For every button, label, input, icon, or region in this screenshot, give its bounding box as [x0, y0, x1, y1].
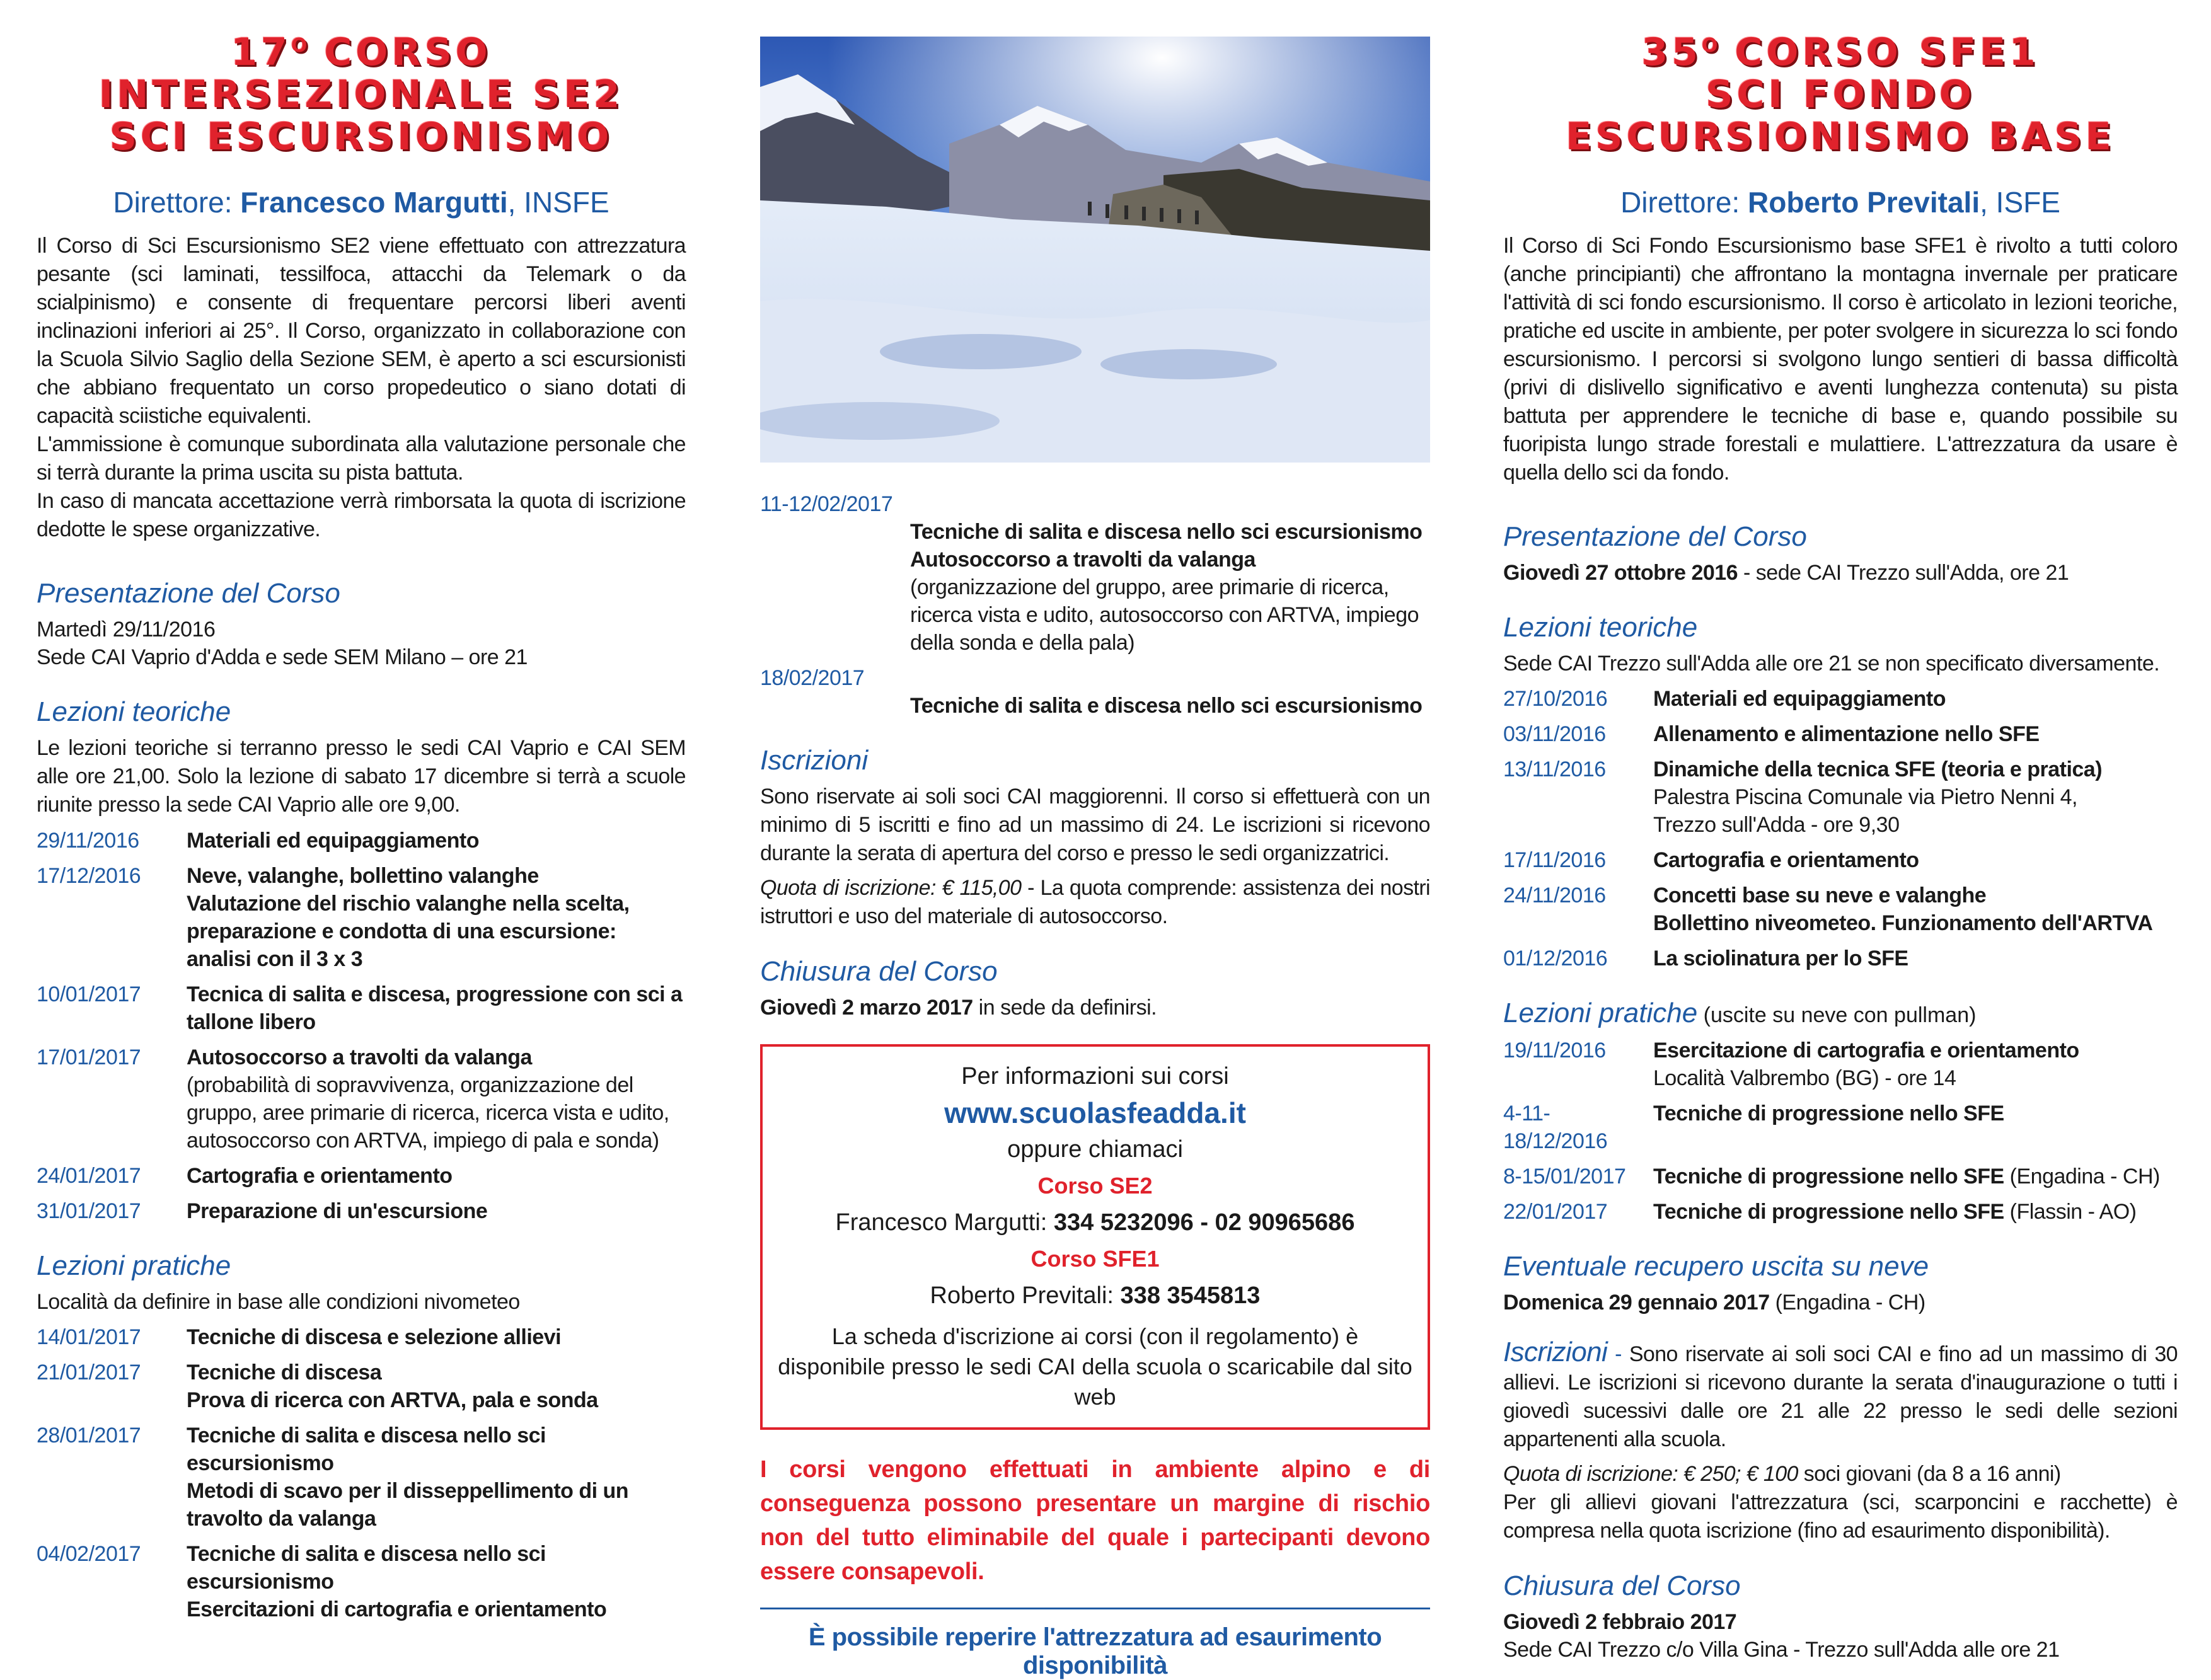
- schedule-date: 4-11-18/12/2016: [1503, 1101, 1608, 1153]
- schedule-content: [187, 1422, 686, 1533]
- right-presentation: [1503, 559, 2178, 587]
- schedule-row: [760, 490, 1430, 657]
- schedule-row: [37, 862, 686, 973]
- left-ordinal: O: [291, 35, 308, 57]
- schedule-content: [187, 827, 686, 854]
- info-heading: Per informazioni sui corsi: [961, 1063, 1229, 1090]
- schedule-date: 13/11/2016: [1503, 757, 1606, 781]
- schedule-content: [187, 1359, 686, 1414]
- director-label: Direttore:: [1620, 185, 1740, 219]
- mountain-skiers-image: [760, 37, 1430, 463]
- schedule-title: Materiali ed equipaggiamento: [187, 828, 479, 853]
- schedule-content: [760, 692, 1430, 720]
- right-recovery-place: (Engadina - CH): [1769, 1290, 1925, 1315]
- middle-closing: [760, 994, 1430, 1021]
- schedule-row: [1503, 945, 2178, 972]
- left-title-text: CORSO INTERSEZIONALE SE2: [98, 30, 624, 117]
- right-fee: [1503, 1460, 2178, 1488]
- schedule-title: Concetti base su neve e valanghe Bollettino niveometeo. Funzionamento dell'ARTVA: [1653, 883, 2153, 935]
- se2-contact-label: Corso SE2: [1037, 1173, 1153, 1199]
- schedule-date: 10/01/2017: [37, 982, 141, 1006]
- schedule-date: 24/11/2016: [1503, 883, 1606, 907]
- schedule-date: 31/01/2017: [37, 1199, 141, 1223]
- schedule-content: [1653, 1163, 2178, 1190]
- schedule-title: Esercitazione di cartografia e orientamento: [1653, 1038, 2079, 1062]
- left-practice-schedule: [37, 1323, 686, 1623]
- right-closing-date: Giovedì 2 febbraio 2017: [1503, 1609, 1737, 1634]
- left-theory-intro: Le lezioni teoriche si terranno presso le sedi CAI Vaprio e CAI SEM alle ore 21,00. Solo la lezione di sabato 17 dicembre si terrà a scuole riunite presso la sede CAI Vaprio alle ore 9,00.: [37, 735, 686, 817]
- schedule-row: [37, 1162, 686, 1190]
- right-director: [1503, 185, 2178, 219]
- left-course-number: 17: [231, 30, 291, 74]
- right-practice-heading: [1503, 998, 2178, 1029]
- schedule-date: 14/01/2017: [37, 1325, 141, 1349]
- risk-warning: I corsi vengono effettuati in ambiente alpino e di conseguenza possono presentare un margine di rischio non del tutto eliminabile del quale i partecipanti devono essere consapevoli.: [760, 1456, 1430, 1585]
- middle-fee-amount: Quota di iscrizione: € 115,00: [760, 876, 1022, 900]
- right-fee-youth: soci giovani (da 8 a 16 anni): [1798, 1461, 2061, 1486]
- left-intro-2: L'ammissione è comunque subordinata alla valutazione personale che si terrà durante la prima uscita su pista battuta.: [37, 432, 686, 485]
- schedule-content: [187, 981, 686, 1036]
- schedule-row: [760, 664, 1430, 720]
- director-name: Francesco Margutti: [240, 185, 508, 219]
- right-registration-heading: Iscrizioni: [1503, 1336, 1608, 1367]
- right-recovery-heading: Eventuale recupero uscita su neve: [1503, 1250, 1929, 1282]
- schedule-note: Palestra Piscina Comunale via Pietro Nenni 4, Trezzo sull'Adda - ore 9,30: [1653, 785, 2077, 837]
- schedule-note: (Flassin - AO): [2004, 1199, 2137, 1224]
- right-presentation-heading: Presentazione del Corso: [1503, 521, 1807, 552]
- left-presentation-heading: Presentazione del Corso: [37, 577, 340, 609]
- sfe1-contact: [775, 1277, 1415, 1314]
- schedule-row: [1503, 1198, 2178, 1226]
- director-title: , INSFE: [507, 185, 609, 219]
- schedule-date: 8-15/01/2017: [1503, 1164, 1626, 1188]
- schedule-title: Autosoccorso a travolti da valanga: [187, 1045, 532, 1069]
- right-presentation-place: - sede CAI Trezzo sull'Adda, ore 21: [1738, 560, 2069, 585]
- schedule-row: [37, 1323, 686, 1351]
- left-title-line2: SCI ESCURSIONISMO: [109, 115, 613, 159]
- right-theory-intro: Sede CAI Trezzo sull'Adda alle ore 21 se non specificato diversamente.: [1503, 651, 2160, 676]
- right-presentation-date: Giovedì 27 ottobre 2016: [1503, 560, 1738, 585]
- left-theory-heading: Lezioni teoriche: [37, 696, 231, 727]
- schedule-content: [187, 862, 686, 973]
- left-intro-1: Il Corso di Sci Escursionismo SE2 viene effettuato con attrezzatura pesante (sci laminati, tessilfoca, attacchi da Telemark o da scialpinismo) e consente di frequentare percorsi liberi aventi inclinazioni inferiori ai 25°. Il Corso, organizzato in collaborazione con la Scuola Silvio Saglio della Sezione SEM, è aperto a sci escursionisti che abbiano frequentato un corso propedeutico o siano dotati di capacità sciistiche equivalenti.: [37, 233, 686, 428]
- schedule-title: Tecniche di discesa e selezione allievi: [187, 1325, 562, 1349]
- info-box: [760, 1044, 1430, 1430]
- schedule-date: 17/12/2016: [37, 863, 141, 888]
- se2-contact: [775, 1204, 1415, 1241]
- schedule-date: 19/11/2016: [1503, 1038, 1606, 1062]
- schedule-title: Materiali ed equipaggiamento: [1653, 686, 1946, 711]
- schedule-date: 03/11/2016: [1503, 722, 1606, 746]
- sfe1-contact-name: Roberto Previtali:: [930, 1282, 1121, 1309]
- schedule-note: (organizzazione del gruppo, aree primarie di ricerca, ricerca vista e udito, autosoccorso con ARTVA, impiego della sonda e della pala): [910, 575, 1419, 655]
- sfe1-contact-label: Corso SFE1: [1030, 1246, 1160, 1272]
- schedule-date: 17/11/2016: [1503, 848, 1606, 872]
- schedule-date: 27/10/2016: [1503, 686, 1608, 711]
- schedule-date: 04/02/2017: [37, 1541, 141, 1566]
- middle-registration-heading: Iscrizioni: [760, 745, 869, 776]
- schedule-title: La sciolinatura per lo SFE: [1653, 946, 1908, 970]
- left-presentation-place: Sede CAI Vaprio d'Adda e sede SEM Milano – ore 21: [37, 645, 528, 669]
- middle-closing-heading: Chiusura del Corso: [760, 956, 998, 987]
- right-course-number: 35: [1641, 30, 1702, 74]
- call-us-text: oppure chiamaci: [1007, 1136, 1183, 1163]
- schedule-date: 17/01/2017: [37, 1045, 141, 1069]
- schedule-content: [187, 1162, 686, 1190]
- schedule-row: [37, 1540, 686, 1623]
- right-intro: Il Corso di Sci Fondo Escursionismo base SFE1 è rivolto a tutti coloro (anche principianti) che affrontano la montagna invernale per praticare l'attività di sci fondo escursionismo. Il corso è articolato in lezioni teoriche, pratiche ed uscite in ambiente, per poter svolgere in sicurezza lo sci fondo escursionismo. I percorsi si svolgono lungo sentieri di bassa difficoltà (privi di dislivello significativo e aventi lunghezza contenuta) su pista battuta per apprendere le tecniche di base e, quando possibile su fuoripista lungo strade forestali e mulattiere. L'attrezzatura da usare è quella dello sci da fondo.: [1503, 233, 2178, 485]
- right-registration-dash: -: [1607, 1342, 1629, 1366]
- right-title-line1: [1503, 32, 2178, 74]
- right-column: [1503, 0, 2178, 1664]
- left-title-line1: [37, 32, 686, 116]
- schedule-content: [1653, 720, 2178, 748]
- right-closing-heading: Chiusura del Corso: [1503, 1570, 1741, 1601]
- sfe1-phone[interactable]: 338 3545813: [1120, 1282, 1261, 1309]
- schedule-date: 28/01/2017: [37, 1423, 141, 1447]
- right-ordinal: O: [1701, 35, 1718, 57]
- middle-schedule: [760, 490, 1430, 720]
- schedule-title: Tecniche di progressione nello SFE: [1653, 1101, 2004, 1125]
- schedule-content: [1653, 945, 2178, 972]
- schedule-content: [1653, 846, 2178, 874]
- left-column: [37, 0, 686, 1623]
- schedule-title: Dinamiche della tecnica SFE (teoria e pratica): [1653, 757, 2103, 781]
- left-intro-3: In caso di mancata accettazione verrà rimborsata la quota di iscrizione dedotte le spese organizzative.: [37, 488, 686, 541]
- schedule-date: 01/12/2016: [1503, 946, 1608, 970]
- schedule-row: [1503, 1100, 2178, 1155]
- left-theory-schedule: [37, 827, 686, 1225]
- schedule-date: 22/01/2017: [1503, 1199, 1608, 1224]
- right-recovery-date: Domenica 29 gennaio 2017: [1503, 1290, 1770, 1315]
- schedule-date: 29/11/2016: [37, 828, 139, 853]
- right-title-text: CORSO SFE1: [1735, 30, 2040, 74]
- schedule-content: [1653, 756, 2178, 839]
- schedule-row: [37, 827, 686, 854]
- right-registration-text: Sono riservate ai soli soci CAI e fino ad un massimo di 30 allievi. Le iscrizioni si ricevono durante la serata d'inaugurazione o tutti i giovedì sucessivi dalle ore 21 alle 22 presso le sedi delle sezioni appartenenti alla scuola.: [1503, 1342, 2178, 1451]
- schedule-title: Neve, valanghe, bollettino valanghe Valutazione del rischio valanghe nella scelta, preparazione e condotta di una escursione: analisi con il 3 x 3: [187, 863, 630, 971]
- schedule-title: Allenamento e alimentazione nello SFE: [1653, 722, 2040, 746]
- se2-phone[interactable]: 334 5232096 - 02 90965686: [1053, 1209, 1355, 1236]
- schedule-date: 11-12/02/2017: [760, 492, 893, 516]
- schedule-content: [1653, 1100, 2178, 1155]
- schedule-date: 24/01/2017: [37, 1163, 141, 1188]
- schedule-title: Preparazione di un'escursione: [187, 1199, 488, 1223]
- schedule-title: Tecniche di discesa Prova di ricerca con ARTVA, pala e sonda: [187, 1360, 598, 1412]
- equipment-note: È possibile reperire l'attrezzatura ad esaurimento disponibilità: [808, 1623, 1382, 1679]
- schedule-row: [1503, 1163, 2178, 1190]
- right-fee-note: Per gli allievi giovani l'attrezzatura (sci, scarponcini e racchette) è compresa nella quota iscrizione (fino ad esaurimento disponibilità).: [1503, 1490, 2178, 1543]
- schedule-content: [187, 1540, 686, 1623]
- middle-fee: [760, 874, 1430, 931]
- schedule-row: [1503, 756, 2178, 839]
- schedule-row: [37, 1422, 686, 1533]
- left-presentation-date: Martedì 29/11/2016: [37, 617, 216, 642]
- middle-column: [760, 483, 1430, 1680]
- right-closing-place: Sede CAI Trezzo c/o Villa Gina - Trezzo sull'Adda alle ore 21: [1503, 1637, 2060, 1662]
- middle-closing-date: Giovedì 2 marzo 2017: [760, 996, 973, 1020]
- schedule-title: Tecniche di salita e discesa nello sci escursionismo Esercitazioni di cartografia e orientamento: [187, 1541, 607, 1621]
- schedule-content: [187, 1044, 686, 1154]
- schedule-row: [1503, 685, 2178, 713]
- right-practice-schedule: [1503, 1037, 2178, 1226]
- schedule-row: [37, 981, 686, 1036]
- se2-contact-name: Francesco Margutti:: [835, 1209, 1054, 1236]
- right-registration: [1503, 1338, 2178, 1454]
- divider: [760, 1608, 1430, 1609]
- schedule-title: Cartografia e orientamento: [187, 1163, 453, 1188]
- schedule-title: Tecniche di progressione nello SFE: [1653, 1199, 2004, 1224]
- snow-landscape-photo: [760, 37, 1430, 463]
- registration-form-note: La scheda d'iscrizione ai corsi (con il regolamento) è disponibile presso le sedi CAI della scuola o scaricabile dal sito web: [778, 1323, 1412, 1410]
- schedule-title: Tecnica di salita e discesa, progressione con sci a tallone libero: [187, 982, 683, 1034]
- schedule-row: [1503, 846, 2178, 874]
- schedule-content: [1653, 1037, 2178, 1092]
- left-practice-heading: Lezioni pratiche: [37, 1250, 231, 1281]
- schedule-content: [187, 1197, 686, 1225]
- right-practice-title: Lezioni pratiche: [1503, 997, 1698, 1028]
- right-theory-heading: Lezioni teoriche: [1503, 611, 1698, 643]
- left-practice-intro: Località da definire in base alle condizioni nivometeo: [37, 1289, 520, 1314]
- schedule-row: [37, 1359, 686, 1414]
- schedule-note: (Engadina - CH): [2004, 1164, 2160, 1188]
- middle-closing-place: in sede da definirsi.: [973, 996, 1157, 1020]
- schedule-title: Tecniche di progressione nello SFE: [1653, 1164, 2004, 1188]
- right-fee-amount: Quota di iscrizione: € 250; € 100: [1503, 1461, 1798, 1486]
- director-label: Direttore:: [113, 185, 233, 219]
- website-link[interactable]: www.scuolasfeadda.it: [944, 1096, 1246, 1129]
- right-practice-note: (uscite su neve con pullman): [1697, 1003, 1977, 1027]
- schedule-date: 18/02/2017: [760, 666, 865, 690]
- schedule-title: Cartografia e orientamento: [1653, 848, 1919, 872]
- middle-registration-text: Sono riservate ai soli soci CAI maggiorenni. Il corso si effettuerà con un minimo di 5 iscritti e fino ad un massimo di 24. Le iscrizioni si ricevono durante la serata di apertura del corso e presso le sedi organizzatrici.: [760, 785, 1430, 865]
- schedule-row: [1503, 720, 2178, 748]
- schedule-title: Tecniche di salita e discesa nello sci escursionismo: [910, 694, 1423, 718]
- schedule-content: [1653, 1198, 2178, 1226]
- schedule-row: [1503, 882, 2178, 937]
- middle-fee-includes: - La quota comprende: assistenza dei nostri istruttori e uso del materiale di autosoccorso.: [760, 876, 1430, 928]
- schedule-content: [760, 518, 1430, 657]
- schedule-content: [187, 1323, 686, 1351]
- schedule-row: [37, 1197, 686, 1225]
- right-recovery: [1503, 1289, 2178, 1316]
- schedule-content: [1653, 882, 2178, 937]
- schedule-row: [1503, 1037, 2178, 1092]
- schedule-row: [37, 1044, 686, 1154]
- schedule-title: Tecniche di salita e discesa nello sci escursionismo Autosoccorso a travolti da valanga: [910, 520, 1423, 572]
- left-director: [37, 185, 686, 219]
- right-title-line2: SCI FONDO ESCURSIONISMO BASE: [1566, 72, 2115, 159]
- schedule-note: (probabilità di sopravvivenza, organizzazione del gruppo, aree primarie di ricerca, ricerca vista e udito, autosoccorso con ARTVA, impiego di pala e sonda): [187, 1073, 669, 1153]
- schedule-date: 21/01/2017: [37, 1360, 141, 1384]
- right-theory-schedule: [1503, 685, 2178, 972]
- director-title: , ISFE: [1980, 185, 2060, 219]
- schedule-title: Tecniche di salita e discesa nello sci escursionismo Metodi di scavo per il disseppellimento di un travolto da valanga: [187, 1423, 629, 1531]
- director-name: Roberto Previtali: [1748, 185, 1980, 219]
- schedule-content: [1653, 685, 2178, 713]
- schedule-note: Località Valbrembo (BG) - ore 14: [1653, 1066, 1956, 1090]
